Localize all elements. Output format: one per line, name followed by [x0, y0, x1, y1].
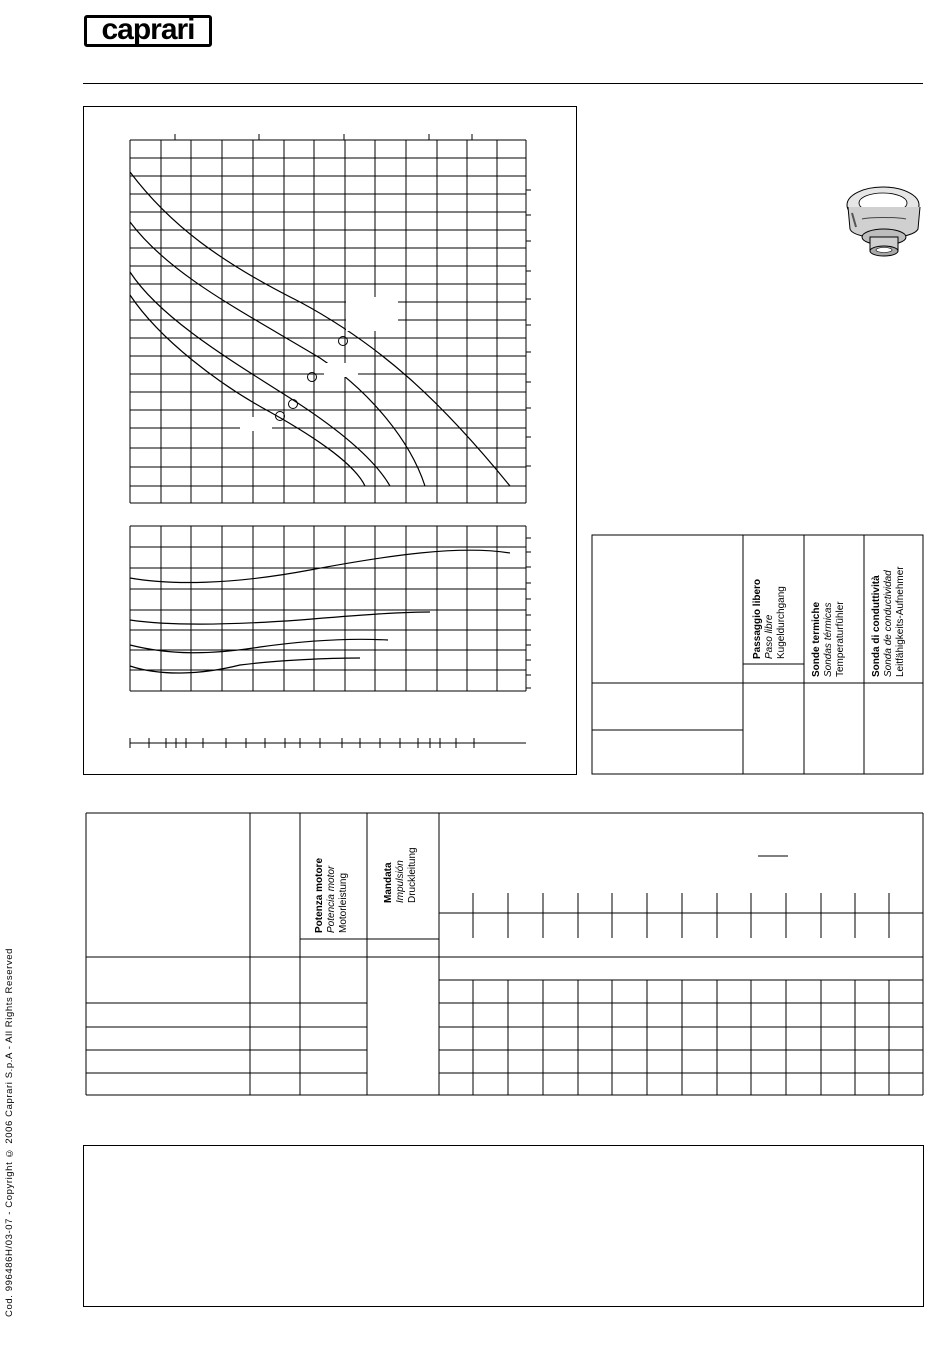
- copyright-text: Cod. 996486H/03-07 - Copyright © 2006 Caprari S.p.A - All Rights Reserved: [4, 948, 15, 1317]
- brand-logo: caprari: [84, 15, 212, 47]
- notes-box: [83, 1145, 924, 1307]
- conductivity-probe-header: Sonda di conduttività Sonda de conductividad Leitfähigkeits-Aufnehmer: [871, 566, 906, 677]
- delivery-header: Mandata Impulsión Druckleitung: [383, 847, 418, 903]
- thermal-probes-header: Sonde termiche Sondas térmicas Temperaturfühler: [811, 601, 846, 677]
- motor-power-header: Potenza motore Potencia motor Motorleistung: [314, 857, 349, 933]
- free-passage-header: Passaggio libero Paso libre Kugeldurchgang: [752, 578, 787, 659]
